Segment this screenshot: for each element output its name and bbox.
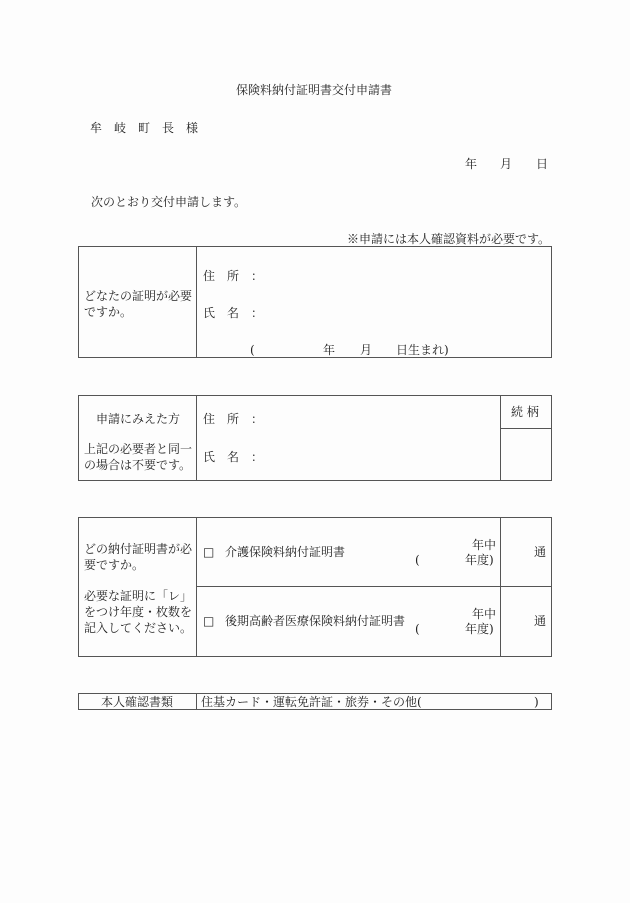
nursing-care-year-top: 年中 <box>472 538 497 552</box>
birth-month-label: 月 <box>360 343 373 357</box>
certificate-instruction: 必要な証明に「レ」をつけ年度・枚数を記入してください。 <box>84 589 193 635</box>
id-documents-divider <box>196 693 197 710</box>
birth-day-label: 日生まれ) <box>396 343 449 357</box>
relation-header-line <box>500 428 551 429</box>
nursing-care-year-bottom: 年度) <box>465 553 494 567</box>
relation-label: 続 柄 <box>511 405 539 419</box>
count-divider <box>500 517 501 657</box>
applicant-note: 上記の必要者と同一の場合は不要です。 <box>84 442 193 472</box>
elderly-medical-label: 後期高齢者医療保険料納付証明書 <box>225 614 406 628</box>
elderly-medical-year-top: 年中 <box>472 607 497 621</box>
document-title: 保険料納付証明書交付申請書 <box>236 83 393 97</box>
nursing-care-count-field[interactable] <box>503 540 533 562</box>
elderly-medical-unit: 通 <box>534 614 547 628</box>
date-year-label: 年 <box>465 157 478 171</box>
certificate-divider <box>196 517 197 657</box>
intro-text: 次のとおり交付申請します。 <box>91 195 247 209</box>
relation-divider <box>500 395 501 481</box>
nursing-care-label: 介護保険料納付証明書 <box>225 545 346 559</box>
applicant-address-field[interactable] <box>262 404 494 430</box>
subject-question: どなたの証明が必要ですか。 <box>84 289 193 319</box>
certificate-question: どの納付証明書が必要ですか。 <box>84 542 193 572</box>
applicant-label: 申請にみえた方 <box>96 412 181 426</box>
birth-open-paren: ( <box>250 343 255 357</box>
nursing-care-unit: 通 <box>534 545 547 559</box>
date-day-label: 日 <box>536 157 549 171</box>
applicant-divider <box>196 395 197 481</box>
nursing-care-paren: ( <box>415 553 420 567</box>
applicant-name-field[interactable] <box>262 442 494 468</box>
id-required-note: ※申請には本人確認資料が必要です。 <box>347 232 551 246</box>
date-month-label: 月 <box>500 157 513 171</box>
id-documents-close-paren: ) <box>534 695 539 709</box>
relation-field[interactable] <box>502 431 549 478</box>
subject-name-label: 氏 名 ： <box>203 306 264 320</box>
subject-divider <box>196 246 197 358</box>
subject-address-field[interactable] <box>262 262 547 288</box>
id-documents-options: 住基カード・運転免許証・旅券・その他( <box>201 695 422 709</box>
applicant-address-label: 住 所 ： <box>203 412 264 426</box>
nursing-care-year-field[interactable] <box>423 540 468 568</box>
id-documents-label: 本人確認書類 <box>101 695 174 709</box>
elderly-medical-paren: ( <box>415 622 420 636</box>
subject-address-label: 住 所 ： <box>203 269 264 283</box>
subject-name-field[interactable] <box>262 299 547 325</box>
addressee: 牟 岐 町 長 様 <box>90 121 199 135</box>
certificate-row-line <box>196 586 552 587</box>
applicant-name-label: 氏 名 ： <box>203 450 264 464</box>
elderly-medical-year-bottom: 年度) <box>465 622 494 636</box>
nursing-care-checkbox[interactable]: □ <box>203 545 215 559</box>
id-documents-other-field[interactable] <box>420 694 532 709</box>
elderly-medical-year-field[interactable] <box>423 609 468 637</box>
elderly-medical-count-field[interactable] <box>503 609 533 631</box>
birth-year-label: 年 <box>323 343 336 357</box>
elderly-medical-checkbox[interactable]: □ <box>203 614 215 628</box>
